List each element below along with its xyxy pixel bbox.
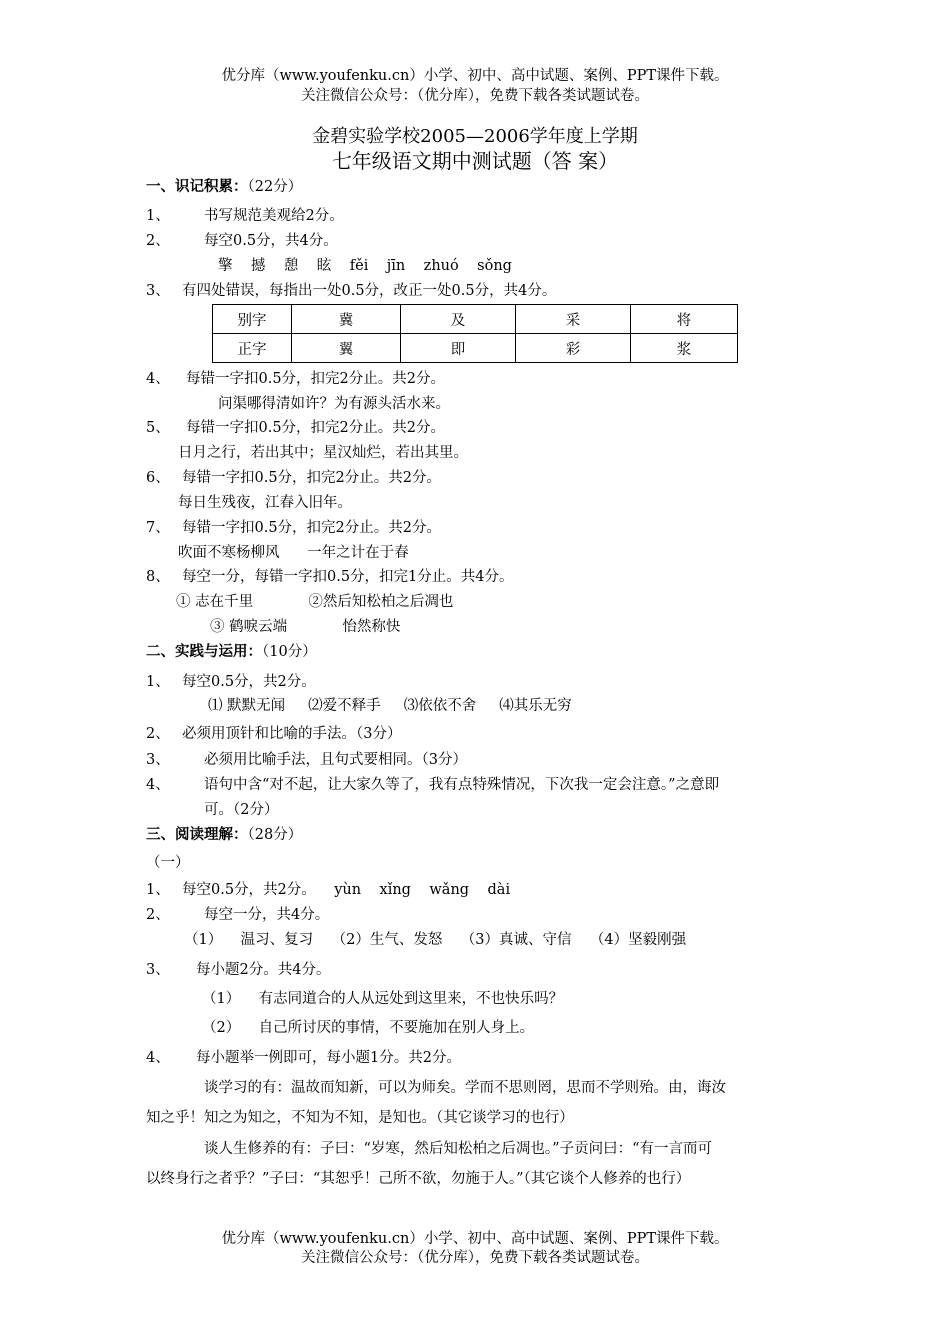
answer-text: 每错一字扣0.5分，扣完2分止。共2分。	[186, 420, 446, 436]
subsection-label: （一）	[146, 855, 190, 871]
answer-text: 吹面不寒杨柳风 一年之计在于春	[178, 545, 409, 561]
answer-text: （1） 有志同道合的人从远处到这里来，不也快乐吗？	[202, 991, 564, 1007]
answer-text: ⑴ 默默无闻 ⑵爱不释手 ⑶依依不舍 ⑷其乐无穷	[208, 698, 572, 714]
item-number: 3、	[146, 752, 170, 768]
item-number: 2、	[146, 726, 170, 742]
table-cell: 正字	[213, 334, 292, 363]
table-row	[213, 334, 738, 363]
answer-text: 每空0.5分，共2分。	[182, 674, 316, 690]
section-3-heading	[146, 825, 302, 845]
answer-text: ③ 鹤唳云端 怡然称快	[210, 619, 401, 635]
answer-text: 每错一字扣0.5分，扣完2分止。共2分。	[186, 371, 446, 387]
item-number: 4、	[146, 777, 170, 793]
section-1-title: 一、识记积累：	[146, 179, 248, 195]
answer-text: 必须用顶针和比喻的手法。（3分）	[182, 726, 402, 742]
answer-text: 以终身行之者乎？”子曰：“其恕乎！己所不欲，勿施于人。”（其它谈个人修养的也行）	[146, 1171, 691, 1187]
school-title: 金碧实验学校2005—2006学年度上学期	[312, 126, 638, 147]
answer-text: 谈学习的有：温故而知新，可以为师矣。学而不思则罔，思而不学则殆。由，诲汝	[204, 1080, 726, 1096]
item-number: 6、	[146, 470, 170, 486]
section-2-heading	[146, 642, 317, 662]
section-3-title: 三、阅读理解：	[146, 827, 248, 843]
answer-text: 每空0.5分，共4分。	[204, 233, 338, 249]
item-number: 3、	[146, 283, 170, 299]
answer-text: 必须用比喻手法，且句式要相同。（3分）	[204, 752, 467, 768]
answer-text: 每空0.5分，共2分。 yùn xǐng wǎng dài	[182, 882, 511, 898]
answer-text: 每错一字扣0.5分，扣完2分止。共2分。	[182, 470, 442, 486]
table-cell: 彩	[516, 334, 631, 363]
section-2-title: 二、实践与运用：	[146, 644, 262, 660]
item-number: 4、	[146, 371, 170, 387]
answer-text: ① 志在千里 ②然后知松柏之后凋也	[176, 594, 454, 610]
answer-text: 有四处错误，每指出一处0.5分，改正一处0.5分，共4分。	[182, 283, 557, 299]
table-cell: 及	[401, 305, 516, 334]
table-cell: 别字	[213, 305, 292, 334]
answer-text: 每空一分，每错一字扣0.5分，扣完1分止。共4分。	[182, 569, 514, 585]
answer-text: 每日生残夜，江春入旧年。	[178, 495, 352, 511]
table-cell: 冀	[292, 305, 401, 334]
item-number: 2、	[146, 907, 170, 923]
header-line-2: 关注微信公众号：（优分库），免费下载各类试题试卷。	[301, 88, 649, 104]
answer-text: 问渠哪得清如许？为有源头活水来。	[218, 396, 450, 412]
item-number: 3、	[146, 962, 170, 978]
header-line-1: 优分库（www.youfenku.cn）小学、初中、高中试题、案例、PPT课件下载。	[221, 68, 729, 84]
item-number: 1、	[146, 882, 170, 898]
answer-text: 每小题2分。共4分。	[196, 962, 331, 978]
section-1-score: （22分）	[247, 179, 303, 195]
answer-text: 每空一分，共4分。	[204, 907, 330, 923]
item-number: 2、	[146, 233, 170, 249]
footer-line-1: 优分库（www.youfenku.cn）小学、初中、高中试题、案例、PPT课件下载。	[221, 1231, 729, 1247]
page-title: 七年级语文期中测试题（答 案）	[331, 149, 619, 173]
table-row	[213, 305, 738, 334]
item-number: 5、	[146, 420, 170, 436]
table-cell: 浆	[631, 334, 738, 363]
item-number: 7、	[146, 520, 170, 536]
footer-line-2: 关注微信公众号：（优分库），免费下载各类试题试卷。	[301, 1250, 649, 1266]
answer-text: （2） 自己所讨厌的事情，不要施加在别人身上。	[202, 1020, 535, 1036]
section-3-score: （28分）	[247, 827, 303, 843]
item-number: 1、	[146, 208, 170, 224]
table-cell: 采	[516, 305, 631, 334]
answer-text: 语句中含“对不起，让大家久等了，我有点特殊情况，下次我一定会注意。”之意即	[204, 777, 720, 793]
answer-text: 日月之行，若出其中；星汉灿烂，若出其里。	[178, 445, 468, 461]
answer-text: 知之乎！知之为知之，不知为不知，是知也。（其它谈学习的也行）	[146, 1110, 574, 1126]
typo-correction-table	[212, 304, 738, 363]
answer-text: 书写规范美观给2分。	[204, 208, 344, 224]
item-number: 8、	[146, 569, 170, 585]
table-cell: 将	[631, 305, 738, 334]
table-cell: 翼	[292, 334, 401, 363]
answer-text: 可。（2分）	[204, 802, 279, 818]
answer-text: （1） 温习、复习 （2）生气、发怒 （3）真诚、守信 （4）坚毅刚强	[184, 932, 687, 948]
answer-text: 谈人生修养的有：子曰：“岁寒，然后知松柏之后凋也。”子贡问曰：“有一言而可	[204, 1141, 712, 1157]
section-2-score: （10分）	[262, 644, 317, 660]
table-cell: 即	[401, 334, 516, 363]
item-number: 4、	[146, 1050, 170, 1066]
item-number: 1、	[146, 674, 170, 690]
section-1-heading	[146, 177, 302, 197]
answer-text: 每小题举一例即可，每小题1分。共2分。	[196, 1050, 461, 1066]
answer-text: 擎 撼 憩 眩 fěi jīn zhuó sǒng	[218, 258, 512, 274]
answer-text: 每错一字扣0.5分，扣完2分止。共2分。	[182, 520, 442, 536]
